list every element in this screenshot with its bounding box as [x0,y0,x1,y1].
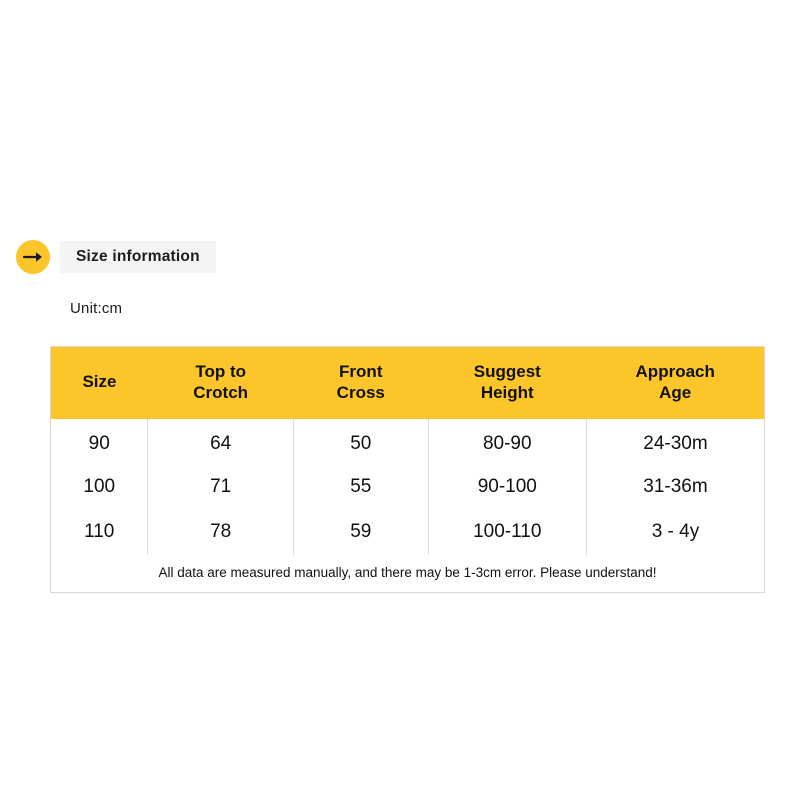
table-cell: 24-30m [643,433,708,454]
column-header-line: Approach [635,362,715,382]
column-header-line: Top to [195,362,246,382]
table-footnote-row [51,555,764,592]
size-table [51,347,764,592]
table-row [51,465,764,510]
table-header-row [51,347,764,419]
size-table-container [50,346,765,593]
arrow-right-icon [16,240,50,274]
table-cell: 71 [148,465,293,510]
table-cell: 64 [148,419,293,465]
table-cell: 90-100 [428,465,586,510]
table-cell: 59 [293,510,428,555]
column-header-line: Height [480,382,534,402]
column-header-line: Suggest [473,362,541,382]
column-header-top-to-crotch [148,347,293,419]
table-row [51,510,764,555]
table-cell: 110 [51,510,148,555]
section-header [16,240,216,274]
table-cell: 100 [51,465,148,510]
column-header-line: Cross [336,382,385,402]
table-cell: 3 - 4y [651,521,700,542]
table-header [51,347,764,419]
unit-label: Unit:cm [70,300,123,317]
column-header-size [51,347,148,419]
table-cell: 55 [293,465,428,510]
table-footnote: All data are measured manually, and there may be 1-3cm error. Please understand! [158,565,657,580]
column-header-line: Front [339,362,383,382]
table-cell: 50 [293,419,428,465]
table-cell: 100-110 [428,510,586,555]
table-row [51,419,764,465]
table-cell: 78 [148,510,293,555]
column-header-line: Crotch [193,382,249,402]
table-body [51,419,764,592]
table-cell: 80-90 [428,419,586,465]
table-cell: 31-36m [643,476,708,497]
column-header-approach-age [586,347,764,419]
column-header-suggest-height [428,347,586,419]
column-header-line: Age [659,382,692,402]
table-cell: 90 [51,419,148,465]
column-header-line: Size [82,372,117,392]
column-header-front-cross [293,347,428,419]
section-title: Size information [60,241,216,273]
